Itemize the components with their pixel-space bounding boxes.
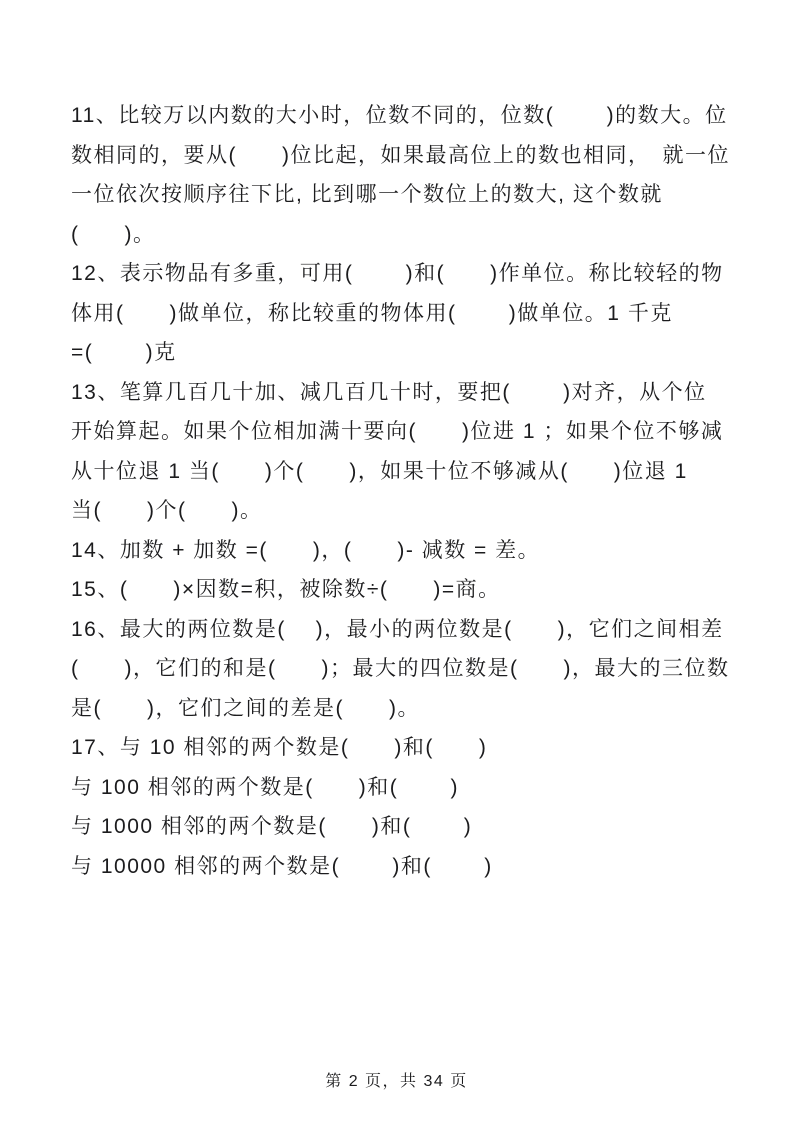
question-12-line-1: 12、表示物品有多重，可用( )和( )作单位。称比较轻的物 [71,262,724,285]
question-13-line-3: 从十位退 1 当( )个( )，如果十位不够减从( )位退 1 [71,459,688,483]
question-16-line-3: 是( )，它们之间的差是( )。 [71,696,420,720]
question-13-line-4: 当( )个( )。 [71,499,263,522]
question-12-line-3: =( )克 [71,341,177,364]
question-16-line-1: 16、最大的两位数是( )，最小的两位数是( )，它们之间相差 [71,617,724,641]
question-17-line-1: 17、与 10 相邻的两个数是( )和( ) [71,736,488,759]
question-14-line-1: 14、加数 + 加数 =( )，( )- 减数 = 差。 [71,538,541,562]
question-11-line-1: 11、比较万以内数的大小时，位数不同的，位数( )的数大。位 [71,104,728,127]
question-17-line-3: 与 1000 相邻的两个数是( )和( ) [71,815,473,838]
page-number: 第 2 页，共 34 页 [325,1073,468,1090]
question-11-line-3: 一位依次按顺序往下比, 比到哪一个数位上的数大, 这个数就( )。 [71,183,663,246]
question-16-line-2: ( )，它们的和是( )；最大的四位数是( )，最大的三位数 [71,657,730,680]
question-11-line-2: 数相同的，要从( )位比起，如果最高位上的数也相同， 就一位 [71,143,730,167]
question-15-line-1: 15、( )×因数=积，被除数÷( )=商。 [71,578,501,601]
question-12-line-2: 体用( )做单位，称比较重的物体用( )做单位。1 千克 [71,301,673,325]
question-13-line-2: 开始算起。如果个位相加满十要向( )位进 1 ；如果个位不够减 [71,420,724,443]
question-17-line-2: 与 100 相邻的两个数是( )和( ) [71,775,460,799]
question-17-line-4: 与 10000 相邻的两个数是( )和( ) [71,854,493,878]
question-13-line-1: 13、笔算几百几十加、减几百几十时，要把( )对齐，从个位 [71,380,707,404]
worksheet-body [71,96,733,886]
